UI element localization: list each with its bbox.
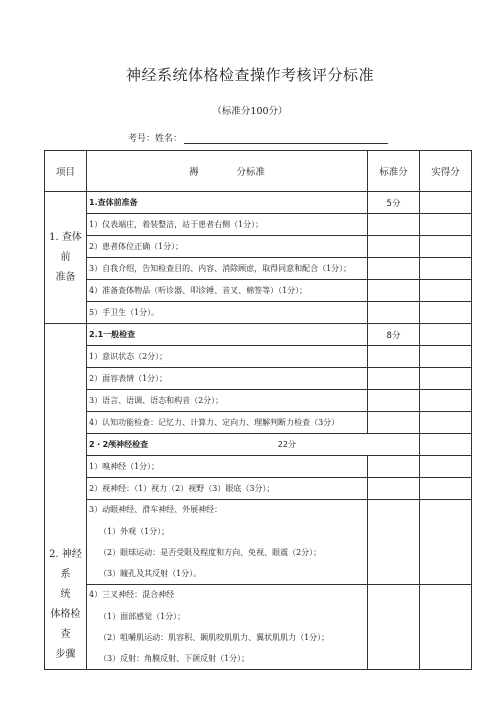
criteria-item: 5）手卫生（1分）。 xyxy=(87,302,368,324)
table-row xyxy=(45,258,472,280)
criteria-item-title: 4）三叉神经：混合神经 xyxy=(89,590,175,599)
criteria-item: 1）意识状态（2分）； xyxy=(87,346,368,368)
criteria-item: 1）嗅神经（1分）； xyxy=(87,456,368,478)
exam-number-name-label: 考号：姓名： xyxy=(128,134,183,144)
actual-score-cell[interactable] xyxy=(420,214,472,236)
criteria-subitem: （3）瞳孔及其反射（1分）。 xyxy=(99,569,202,578)
criteria-item: 2）视神经：（1）视力（2）视野（3）眼底（3分）； xyxy=(87,478,368,500)
table-row xyxy=(45,236,472,258)
criteria-item: 3）自我介绍，告知检查目的、内容、消除顾虑，取得同意和配合（1分）； xyxy=(87,258,368,280)
std-score-cell xyxy=(368,280,420,302)
section-3-score: 22分 xyxy=(277,440,296,449)
header-item: 项目 xyxy=(45,151,87,192)
actual-score-cell[interactable] xyxy=(420,478,472,500)
criteria-item: 4）准备查体物品（听诊器、叩诊锤、音叉、棉签等）（1分）； xyxy=(87,280,368,302)
header-criteria-b: 分标准 xyxy=(236,167,266,178)
section-2-score: 8分 xyxy=(368,324,420,346)
actual-score-cell[interactable] xyxy=(420,346,472,368)
header-criteria-a: 褥 xyxy=(188,167,199,178)
category-2-line: 2. 神经系 xyxy=(49,549,82,580)
table-row xyxy=(45,346,472,368)
criteria-subitem: （1）外观（1分）； xyxy=(99,527,170,536)
criteria-item: 4）认知功能检查：记忆力、计算力、定向力、理解判断力检查（3分） xyxy=(87,412,368,434)
std-score-cell xyxy=(368,214,420,236)
table-row xyxy=(45,368,472,390)
header-actual-score: 实得分 xyxy=(420,151,472,192)
page-subtitle: （标准分100分） xyxy=(212,106,288,117)
category-1-line: 准备 xyxy=(55,271,76,283)
table-row xyxy=(45,324,472,346)
table-row xyxy=(45,192,472,214)
criteria-subitem: （1）面部感觉（1分）； xyxy=(99,612,186,621)
table-row xyxy=(45,585,472,670)
actual-score-cell[interactable] xyxy=(420,324,472,346)
category-2-cell xyxy=(45,324,87,670)
std-score-cell xyxy=(368,302,420,324)
section-2-title: 2.1一般检查 xyxy=(87,324,368,346)
exam-info-line xyxy=(128,131,182,144)
actual-score-cell[interactable] xyxy=(420,258,472,280)
criteria-item: 2）患者体位正确（1分）； xyxy=(87,236,368,258)
std-score-cell xyxy=(368,412,420,434)
table-row xyxy=(45,434,472,456)
category-2-line: 统 xyxy=(60,589,71,600)
actual-score-cell[interactable] xyxy=(420,302,472,324)
actual-score-cell[interactable] xyxy=(420,280,472,302)
std-score-cell xyxy=(368,478,420,500)
std-score-cell xyxy=(368,346,420,368)
actual-score-cell[interactable] xyxy=(420,368,472,390)
criteria-item: 2）面容表情（1分）； xyxy=(87,368,368,390)
scoring-table xyxy=(44,150,472,670)
header-criteria xyxy=(87,151,368,192)
table-row xyxy=(45,302,472,324)
actual-score-cell[interactable] xyxy=(420,236,472,258)
section-3-title-cell xyxy=(87,434,420,456)
category-2-line: 步骤 xyxy=(55,649,76,660)
criteria-subitem: （2）咀嚼肌运动：肌容积、颞肌咬肌肌力、翼状肌肌力（1分）； xyxy=(99,633,330,642)
std-score-cell xyxy=(368,456,420,478)
criteria-item-multiline xyxy=(87,585,368,670)
actual-score-cell[interactable] xyxy=(420,456,472,478)
table-row xyxy=(45,456,472,478)
section-1-score: 5分 xyxy=(368,192,420,214)
category-2-line: 体格检查 xyxy=(50,609,81,640)
section-1-title: 1.查体前准备 xyxy=(87,192,368,214)
criteria-item-multiline xyxy=(87,500,368,585)
std-score-cell xyxy=(368,500,420,585)
table-row xyxy=(45,214,472,236)
exam-info-underline xyxy=(184,143,388,144)
criteria-subitem: （3）反射：角膜反射、下颌反射（1分）； xyxy=(99,654,250,663)
category-1-cell xyxy=(45,192,87,324)
std-score-cell xyxy=(368,390,420,412)
table-header-row xyxy=(45,151,472,192)
std-score-cell xyxy=(368,236,420,258)
std-score-cell xyxy=(368,585,420,670)
section-3-title: 2・2颅神经检查 xyxy=(89,440,149,449)
actual-score-cell[interactable] xyxy=(420,500,472,585)
header-std-score: 标准分 xyxy=(368,151,420,192)
criteria-item: 3）语言、语调、语态和构音（2分）； xyxy=(87,390,368,412)
actual-score-cell[interactable] xyxy=(420,585,472,670)
std-score-cell xyxy=(368,258,420,280)
table-row xyxy=(45,280,472,302)
actual-score-cell[interactable] xyxy=(420,390,472,412)
table-row xyxy=(45,478,472,500)
table-row xyxy=(45,500,472,585)
actual-score-cell[interactable] xyxy=(420,192,472,214)
page-title: 神经系统体格检查操作考核评分标准 xyxy=(125,66,374,84)
table-row xyxy=(45,390,472,412)
actual-score-cell[interactable] xyxy=(420,434,472,456)
actual-score-cell[interactable] xyxy=(420,412,472,434)
category-1-line: 1. 查体前 xyxy=(49,231,82,263)
table-row xyxy=(45,412,472,434)
std-score-cell xyxy=(368,368,420,390)
criteria-subitem: （2）眼球运动：是否受限及程度和方向、免视、眼震（2分）； xyxy=(99,548,322,557)
criteria-item: 1）仪表端庄，着装整洁，站于患者右侧（1分）； xyxy=(87,214,368,236)
criteria-item-title: 3）动眼神经、滑车神经、外展神经： xyxy=(89,505,223,514)
